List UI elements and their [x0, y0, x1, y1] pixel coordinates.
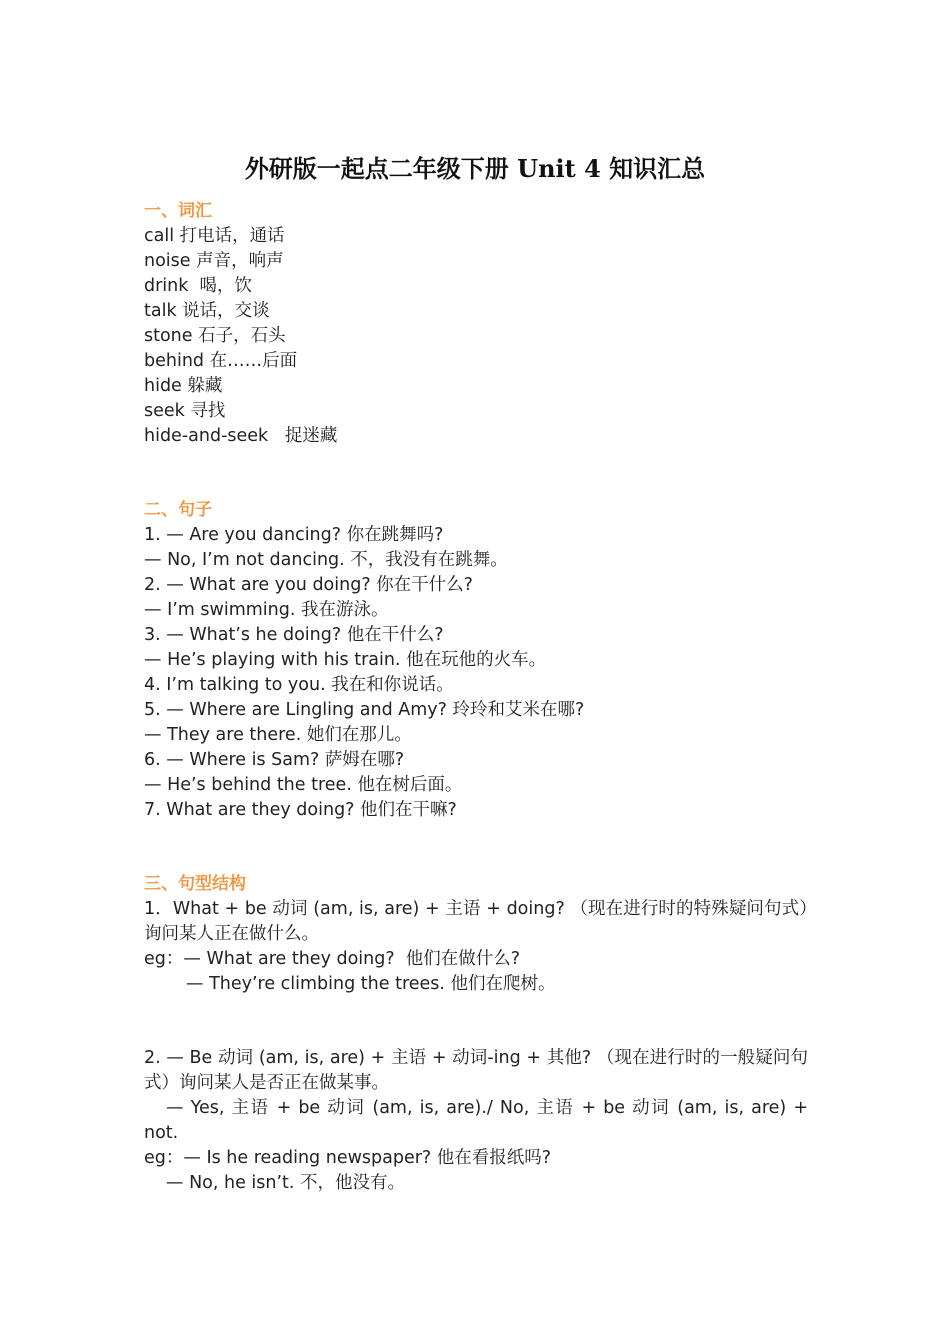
- sentence-line: 6. — Where is Sam? 萨姆在哪?: [144, 750, 405, 770]
- section-heading-structures: 三、句型结构: [144, 874, 246, 894]
- sentence-line: — No, I’m not dancing. 不，我没有在跳舞。: [144, 550, 508, 570]
- vocab-item: drink 喝，饮: [144, 276, 253, 296]
- vocab-item: behind 在……后面: [144, 351, 298, 371]
- vocab-item: noise 声音，响声: [144, 251, 284, 271]
- structure-1-text: 1．What + be 动词 (am, is, are) + 主语 + doing? （现在进行时的特殊疑问句式）询问某人正在做什么。: [144, 899, 808, 944]
- vocab-item: talk 说话，交谈: [144, 301, 270, 321]
- page-title: 外研版一起点二年级下册 Unit 4 知识汇总: [244, 154, 706, 183]
- vocab-item: hide 躲藏: [144, 376, 223, 396]
- sentence-line: 2. — What are you doing? 你在干什么?: [144, 575, 473, 595]
- structure-1-example-question: eg：— What are they doing? 他们在做什么?: [144, 949, 521, 969]
- vocab-item: stone 石子，石头: [144, 326, 286, 346]
- structure-2-example-question: eg：— Is he reading newspaper? 他在看报纸吗?: [144, 1148, 552, 1168]
- sentence-line: 1. — Are you dancing? 你在跳舞吗?: [144, 525, 444, 545]
- structure-1-example-answer: — They’re climbing the trees. 他们在爬树。: [186, 974, 556, 994]
- sentence-line: 7. What are they doing? 他们在干嘛?: [144, 800, 457, 820]
- structure-2-example-answer: — No, he isn’t. 不，他没有。: [166, 1173, 406, 1193]
- sentence-line: 4. I’m talking to you. 我在和你说话。: [144, 675, 454, 695]
- structure-2-answer: — Yes, 主语 + be 动词 (am, is, are)./ No, 主语 + be 动词 (am, is, are) + not.: [144, 1098, 808, 1143]
- sentence-line: — He’s playing with his train. 他在玩他的火车。: [144, 650, 547, 670]
- sentence-line: — They are there. 她们在那儿。: [144, 725, 412, 745]
- sentence-line: 5. — Where are Lingling and Amy? 玲玲和艾米在哪?: [144, 700, 585, 720]
- section-heading-sentences: 二、句子: [144, 500, 212, 520]
- vocab-item: call 打电话，通话: [144, 226, 285, 246]
- vocab-item: hide-and-seek 捉迷藏: [144, 426, 338, 446]
- section-heading-vocabulary: 一、词汇: [144, 201, 212, 221]
- vocab-item: seek 寻找: [144, 401, 226, 421]
- structure-2-text: 2. — Be 动词 (am, is, are) + 主语 + 动词-ing + 其他? （现在进行时的一般疑问句式）询问某人是否正在做某事。: [144, 1048, 808, 1093]
- sentence-line: — He’s behind the tree. 他在树后面。: [144, 775, 463, 795]
- sentence-line: 3. — What’s he doing? 他在干什么?: [144, 625, 444, 645]
- sentence-line: — I’m swimming. 我在游泳。: [144, 600, 389, 620]
